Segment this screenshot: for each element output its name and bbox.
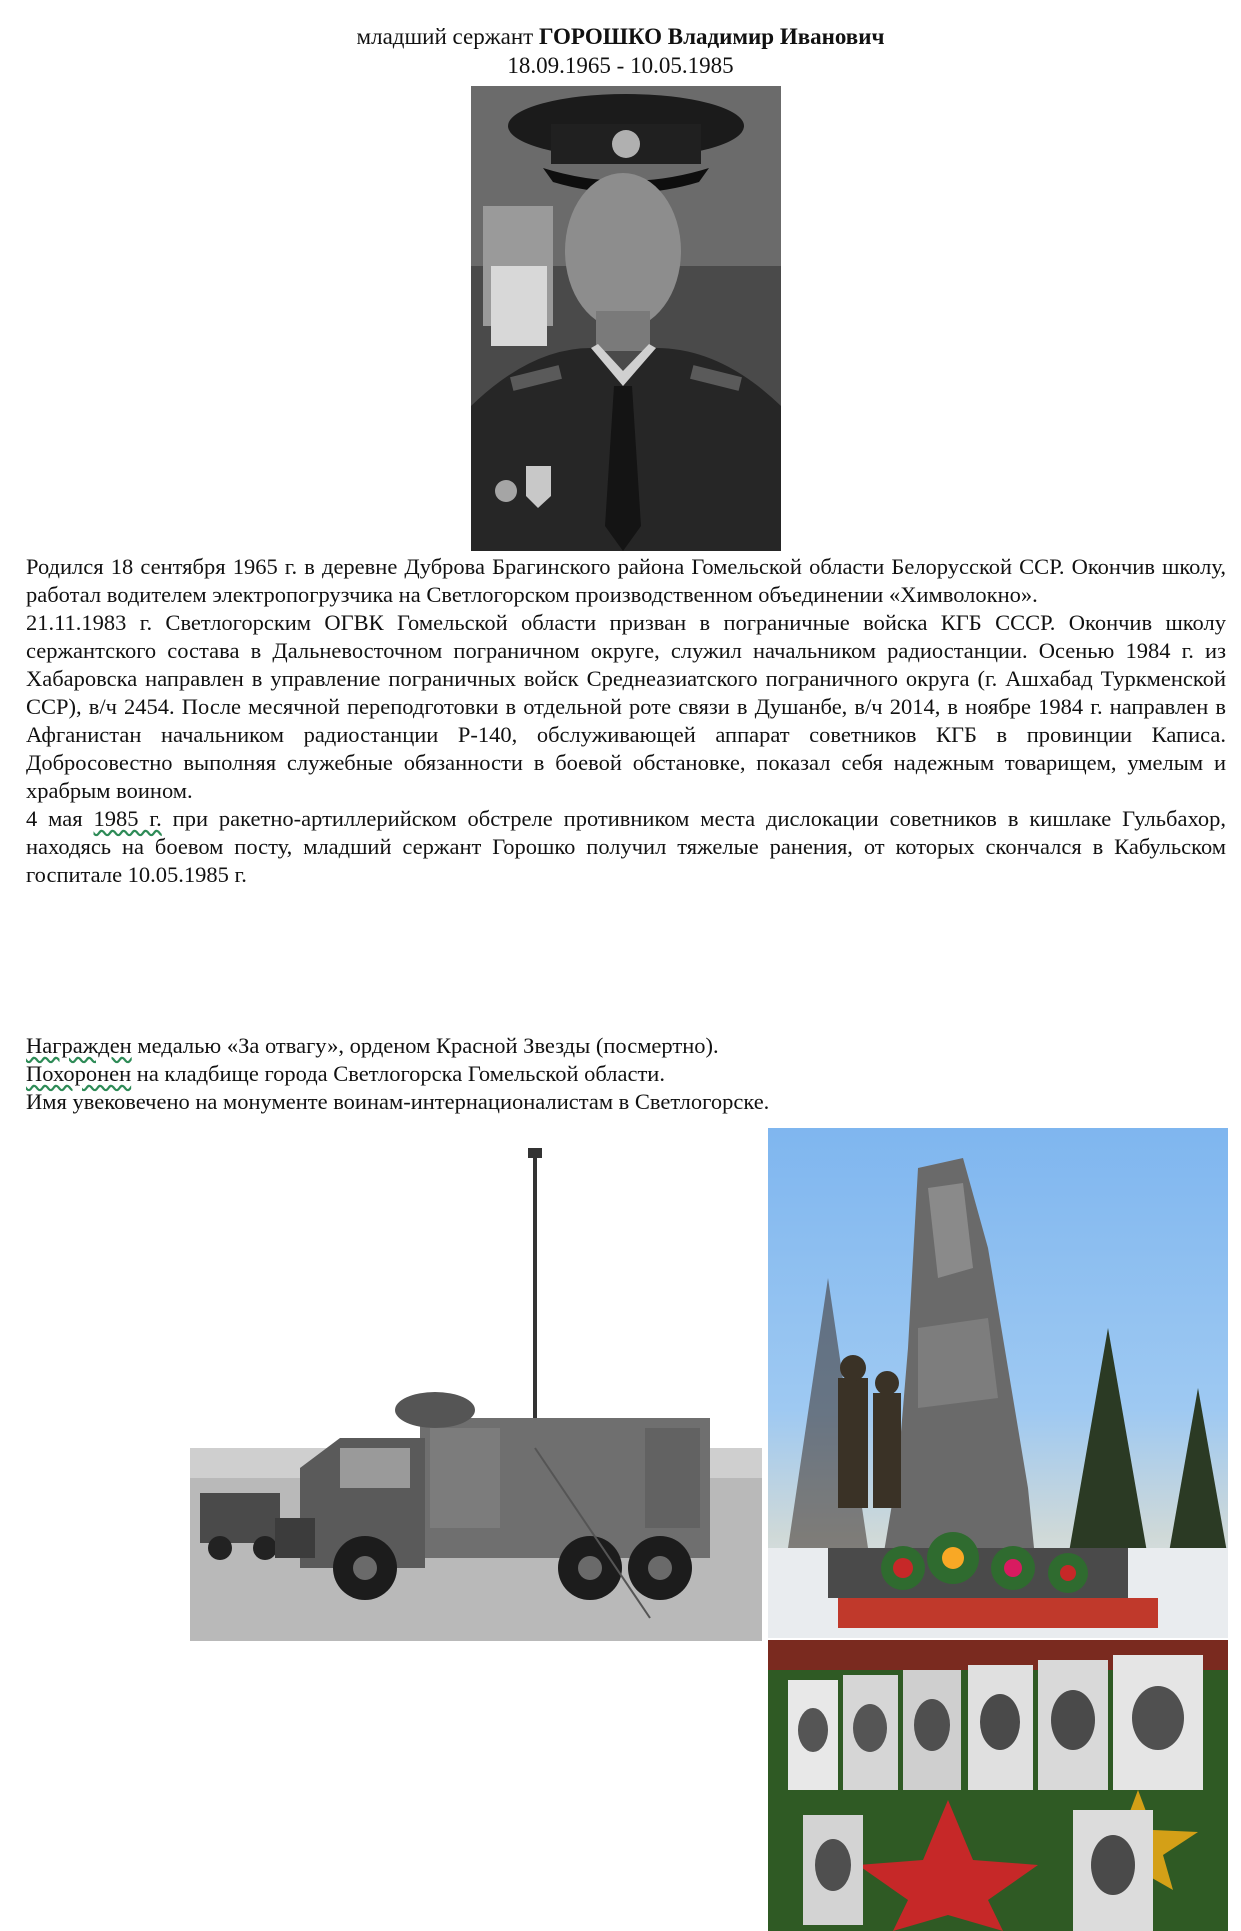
- monument-photo: [768, 1128, 1228, 1638]
- portrait-photo: [471, 86, 781, 551]
- awarded-word: Награжден: [26, 1033, 132, 1058]
- buried-word: Похоронен: [26, 1061, 132, 1086]
- monument-image: [768, 1128, 1228, 1638]
- truck-image: [190, 1148, 762, 1641]
- awards-section: [26, 1032, 1226, 1116]
- awards-text: медалью «За отвагу», орденом Красной Звезды (посмертно).: [131, 1033, 719, 1058]
- bio-p3-rest: при ракетно-артиллерийском обстреле противником места дислокации советников в кишлаке Гульбахор, находясь на боевом посту, младший сержант Горошко получил тяжелые ранения, от которых скончался в Кабульском госпитале 10.05.1985 г.: [26, 806, 1227, 887]
- portrait-image: [471, 86, 781, 551]
- memorial-wall-photo: [768, 1640, 1228, 1931]
- bio-paragraph-2: 21.11.1983 г. Светлогорским ОГВК Гомельской области призван в пограничные войска КГБ СССР. Окончив школу сержантского состава в Дальневосточном пограничном округе, служил начальником радиостанции. Осенью 1984 г. из Хабаровска направлен в управление пограничных войск Среднеазиатского пограничного округа (г. Ашхабад Туркменской ССР), в/ч 2454. После месячной переподготовки в отдельной роте связи в Душанбе, в/ч 2014, в ноябре 1984 г. направлен в Афганистан начальником радиостанции Р-140, обслуживающей аппарат советников КГБ в провинции Каписа. Добросовестно выполняя служебные обязанности в боевой обстановке, показал себя надежным товарищем, умелым и храбрым воином.: [26, 610, 1226, 803]
- bio-p3-year: 1985 г.: [93, 806, 162, 831]
- truck-photo: [190, 1148, 762, 1641]
- burial-line: [26, 1060, 1226, 1088]
- awards-line: [26, 1032, 1226, 1060]
- bio-paragraph-3: [26, 805, 1226, 889]
- burial-text: на кладбище города Светлогорска Гомельской области.: [131, 1061, 665, 1086]
- bio-p3-start: 4 мая: [26, 806, 94, 831]
- bio-paragraph-1: Родился 18 сентября 1965 г. в деревне Дуброва Брагинского района Гомельской области Белорусской ССР. Окончив школу, работал водителем электропогрузчика на Светлогорском производственном объединении «Химволокно».: [26, 554, 1226, 607]
- rank-text: младший сержант: [356, 24, 534, 49]
- title-line: [0, 22, 1241, 52]
- life-dates: 18.09.1965 - 10.05.1985: [507, 53, 734, 78]
- full-name: ГОРОШКО Владимир Иванович: [538, 24, 885, 49]
- memorial-line: Имя увековечено на монументе воинам-интернационалистам в Светлогорске.: [26, 1089, 770, 1114]
- document-header: [0, 22, 1241, 80]
- biography: [26, 553, 1226, 889]
- memorial-wall-image: [768, 1640, 1228, 1931]
